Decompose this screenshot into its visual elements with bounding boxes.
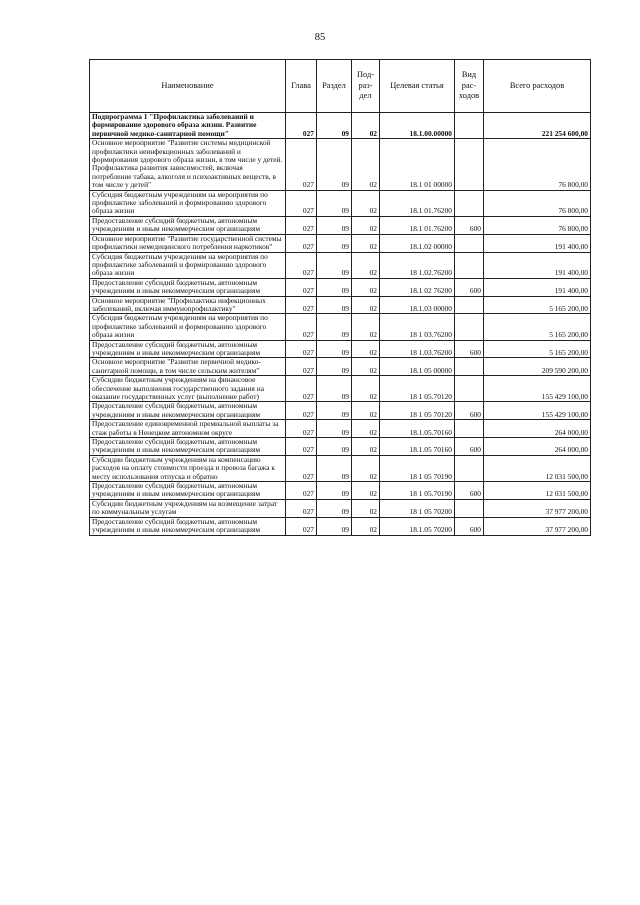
row-expense-kind bbox=[455, 358, 484, 376]
row-section: 09 bbox=[317, 402, 352, 420]
row-target-code: 18 1.02.76200 bbox=[380, 252, 455, 278]
row-chapter: 027 bbox=[286, 455, 317, 481]
header-chapter: Глава bbox=[286, 60, 317, 113]
row-amount: 5 165 200,00 bbox=[484, 314, 591, 340]
header-section: Раздел bbox=[317, 60, 352, 113]
row-name: Субсидии бюджетным учреждениям на финансовое обеспечение выполнения государственного задания на оказание государственных услуг (выполнение работ) bbox=[90, 376, 286, 402]
row-chapter: 027 bbox=[286, 517, 317, 535]
header-target: Целевая статья bbox=[380, 60, 455, 113]
row-name: Основное мероприятие "Развитие первичной медико-санитарной помощи, в том числе сельским жителям" bbox=[90, 358, 286, 376]
row-amount: 155 429 100,00 bbox=[484, 402, 591, 420]
row-section: 09 bbox=[317, 113, 352, 139]
row-section: 09 bbox=[317, 234, 352, 252]
row-chapter: 027 bbox=[286, 113, 317, 139]
row-target-code: 18.1 02 76200 bbox=[380, 278, 455, 296]
row-amount: 155 429 100,00 bbox=[484, 376, 591, 402]
row-expense-kind: 600 bbox=[455, 216, 484, 234]
row-subsection: 02 bbox=[352, 438, 380, 456]
row-section: 09 bbox=[317, 358, 352, 376]
row-amount: 12 031 500,00 bbox=[484, 482, 591, 500]
budget-table bbox=[89, 59, 591, 536]
row-subsection: 02 bbox=[352, 278, 380, 296]
table-row bbox=[90, 455, 591, 481]
table-row bbox=[90, 278, 591, 296]
row-section: 09 bbox=[317, 438, 352, 456]
row-target-code: 18 1 05 70200 bbox=[380, 499, 455, 517]
row-target-code: 18.1 01.76200 bbox=[380, 216, 455, 234]
row-section: 09 bbox=[317, 314, 352, 340]
row-subsection: 02 bbox=[352, 376, 380, 402]
row-name: Основное мероприятие "Развитие системы медицинской профилактики неинфекционных заболеваний и формирования здорового образа жизни, в том числе у детей. Профилактика развития зависимостей, включая потребление табака, алкоголя и психоактивных веществ, в том числе у детей" bbox=[90, 139, 286, 190]
row-name: Предоставление субсидий бюджетным, автономным учреждениям и иным некоммерческим организациям bbox=[90, 438, 286, 456]
row-section: 09 bbox=[317, 190, 352, 216]
row-subsection: 02 bbox=[352, 499, 380, 517]
row-target-code: 18.1.00.00000 bbox=[380, 113, 455, 139]
row-target-code: 18.1.05.70160 bbox=[380, 420, 455, 438]
row-chapter: 027 bbox=[286, 499, 317, 517]
row-target-code: 18.1.05 70200 bbox=[380, 517, 455, 535]
row-amount: 264 000,00 bbox=[484, 420, 591, 438]
row-amount: 76 800,00 bbox=[484, 216, 591, 234]
row-section: 09 bbox=[317, 278, 352, 296]
row-section: 09 bbox=[317, 216, 352, 234]
row-chapter: 027 bbox=[286, 252, 317, 278]
row-name: Субсидия бюджетным учреждениям на мероприятия по профилактике заболеваний и формированию здорового образа жизни bbox=[90, 252, 286, 278]
table-row bbox=[90, 190, 591, 216]
row-chapter: 027 bbox=[286, 278, 317, 296]
row-section: 09 bbox=[317, 139, 352, 190]
row-expense-kind bbox=[455, 455, 484, 481]
table-row bbox=[90, 340, 591, 358]
row-name: Предоставление субсидий бюджетным, автономным учреждениям и иным некоммерческим организациям bbox=[90, 482, 286, 500]
row-section: 09 bbox=[317, 517, 352, 535]
row-name: Субсидия бюджетным учреждениям на мероприятия по профилактике заболеваний и формированию здорового образа жизни bbox=[90, 314, 286, 340]
row-chapter: 027 bbox=[286, 340, 317, 358]
table-row bbox=[90, 517, 591, 535]
table-header bbox=[90, 60, 591, 113]
row-chapter: 027 bbox=[286, 358, 317, 376]
row-expense-kind bbox=[455, 314, 484, 340]
row-name: Предоставление субсидий бюджетным, автономным учреждениям и иным некоммерческим организациям bbox=[90, 402, 286, 420]
table-row bbox=[90, 358, 591, 376]
row-name: Субсидия бюджетным учреждениям на мероприятия по профилактике заболеваний и формированию здорового образа жизни bbox=[90, 190, 286, 216]
row-amount: 76 800,00 bbox=[484, 190, 591, 216]
row-subsection: 02 bbox=[352, 482, 380, 500]
table-row bbox=[90, 252, 591, 278]
row-expense-kind bbox=[455, 376, 484, 402]
table-row bbox=[90, 420, 591, 438]
header-name: Наименование bbox=[90, 60, 286, 113]
row-amount: 5 165 200,00 bbox=[484, 296, 591, 314]
row-expense-kind bbox=[455, 234, 484, 252]
row-amount: 191 400,00 bbox=[484, 278, 591, 296]
row-section: 09 bbox=[317, 455, 352, 481]
row-chapter: 027 bbox=[286, 438, 317, 456]
row-expense-kind bbox=[455, 190, 484, 216]
row-name: Предоставление субсидий бюджетным, автономным учреждениям и иным некоммерческим организациям bbox=[90, 517, 286, 535]
row-target-code: 18.1.05 70160 bbox=[380, 438, 455, 456]
row-section: 09 bbox=[317, 340, 352, 358]
row-target-code: 18.1 05 00000 bbox=[380, 358, 455, 376]
row-target-code: 18.1.02 00000 bbox=[380, 234, 455, 252]
row-target-code: 18 1 05 70190 bbox=[380, 455, 455, 481]
table-row bbox=[90, 234, 591, 252]
row-subsection: 02 bbox=[352, 113, 380, 139]
row-section: 09 bbox=[317, 376, 352, 402]
row-expense-kind bbox=[455, 113, 484, 139]
table-row bbox=[90, 402, 591, 420]
row-expense-kind: 600 bbox=[455, 517, 484, 535]
row-amount: 209 590 200,00 bbox=[484, 358, 591, 376]
row-target-code: 18.1.03 00000 bbox=[380, 296, 455, 314]
table-row bbox=[90, 139, 591, 190]
row-amount: 76 800,00 bbox=[484, 139, 591, 190]
row-subsection: 02 bbox=[352, 139, 380, 190]
row-chapter: 027 bbox=[286, 482, 317, 500]
table-row bbox=[90, 499, 591, 517]
row-name: Субсидии бюджетным учреждениям на компенсацию расходов на оплату стоимости проезда и провоза багажа к месту использования отпуска и обратно bbox=[90, 455, 286, 481]
row-subsection: 02 bbox=[352, 340, 380, 358]
row-name: Субсидии бюджетным учреждениям на возмещение затрат по коммунальным услугам bbox=[90, 499, 286, 517]
page-number: 85 bbox=[314, 32, 326, 43]
row-name: Предоставление единовременной премиальной выплаты за стаж работы в Ненецком автономном округе bbox=[90, 420, 286, 438]
row-subsection: 02 bbox=[352, 402, 380, 420]
header-subsection: Под-раз-дел bbox=[352, 60, 380, 113]
row-chapter: 027 bbox=[286, 190, 317, 216]
row-amount: 191 400,00 bbox=[484, 234, 591, 252]
row-name: Предоставление субсидий бюджетным, автономным учреждениям и иным некоммерческим организациям bbox=[90, 216, 286, 234]
row-chapter: 027 bbox=[286, 402, 317, 420]
row-amount: 264 000,00 bbox=[484, 438, 591, 456]
row-amount: 191 400,00 bbox=[484, 252, 591, 278]
row-amount: 37 977 200,00 bbox=[484, 517, 591, 535]
row-target-code: 18 1.03.76200 bbox=[380, 340, 455, 358]
row-subsection: 02 bbox=[352, 517, 380, 535]
table-row bbox=[90, 296, 591, 314]
row-expense-kind: 600 bbox=[455, 278, 484, 296]
row-chapter: 027 bbox=[286, 234, 317, 252]
row-subsection: 02 bbox=[352, 314, 380, 340]
row-subsection: 02 bbox=[352, 455, 380, 481]
table-row bbox=[90, 438, 591, 456]
header-expense-kind: Вид рас-ходов bbox=[455, 60, 484, 113]
row-target-code: 18.1 01.76200 bbox=[380, 190, 455, 216]
row-chapter: 027 bbox=[286, 420, 317, 438]
row-chapter: 027 bbox=[286, 139, 317, 190]
row-subsection: 02 bbox=[352, 420, 380, 438]
row-section: 09 bbox=[317, 499, 352, 517]
row-subsection: 02 bbox=[352, 252, 380, 278]
row-target-code: 18 1 03.76200 bbox=[380, 314, 455, 340]
row-amount: 221 254 600,00 bbox=[484, 113, 591, 139]
row-name: Основное мероприятие "Профилактика инфекционных заболеваний, включая иммунопрофилактику" bbox=[90, 296, 286, 314]
row-expense-kind: 600 bbox=[455, 482, 484, 500]
row-name: Основное мероприятие "Развитие государственной системы профилактики немедицинского потребления наркотиков" bbox=[90, 234, 286, 252]
header-total: Всего расходов bbox=[484, 60, 591, 113]
row-name: Предоставление субсидий бюджетным, автономным учреждениям и иным некоммерческим организациям bbox=[90, 278, 286, 296]
row-expense-kind: 600 bbox=[455, 438, 484, 456]
row-subsection: 02 bbox=[352, 358, 380, 376]
row-section: 09 bbox=[317, 296, 352, 314]
row-chapter: 027 bbox=[286, 216, 317, 234]
table-row bbox=[90, 216, 591, 234]
row-subsection: 02 bbox=[352, 190, 380, 216]
row-subsection: 02 bbox=[352, 296, 380, 314]
row-name: Предоставление субсидий бюджетным, автономным учреждениям и иным некоммерческим организациям bbox=[90, 340, 286, 358]
row-target-code: 18.1 01 00000 bbox=[380, 139, 455, 190]
row-expense-kind bbox=[455, 499, 484, 517]
row-section: 09 bbox=[317, 420, 352, 438]
row-chapter: 027 bbox=[286, 296, 317, 314]
table-row bbox=[90, 376, 591, 402]
row-expense-kind bbox=[455, 296, 484, 314]
row-expense-kind bbox=[455, 139, 484, 190]
row-amount: 5 165 200,00 bbox=[484, 340, 591, 358]
row-section: 09 bbox=[317, 252, 352, 278]
row-target-code: 18 1 05.70190 bbox=[380, 482, 455, 500]
row-target-code: 18 1 05 70120 bbox=[380, 402, 455, 420]
row-chapter: 027 bbox=[286, 376, 317, 402]
row-chapter: 027 bbox=[286, 314, 317, 340]
table-row bbox=[90, 482, 591, 500]
row-subsection: 02 bbox=[352, 216, 380, 234]
row-amount: 37 977 200,00 bbox=[484, 499, 591, 517]
row-expense-kind bbox=[455, 252, 484, 278]
row-subsection: 02 bbox=[352, 234, 380, 252]
row-name: Подпрограмма 1 "Профилактика заболеваний и формирование здорового образа жизни. Развитие первичной медико-санитарной помощи" bbox=[90, 113, 286, 139]
row-section: 09 bbox=[317, 482, 352, 500]
row-expense-kind bbox=[455, 420, 484, 438]
table-body bbox=[90, 113, 591, 536]
table-row bbox=[90, 113, 591, 139]
row-target-code: 18 1 05.70120 bbox=[380, 376, 455, 402]
row-expense-kind: 600 bbox=[455, 402, 484, 420]
table-row bbox=[90, 314, 591, 340]
row-expense-kind: 600 bbox=[455, 340, 484, 358]
row-amount: 12 031 500,00 bbox=[484, 455, 591, 481]
